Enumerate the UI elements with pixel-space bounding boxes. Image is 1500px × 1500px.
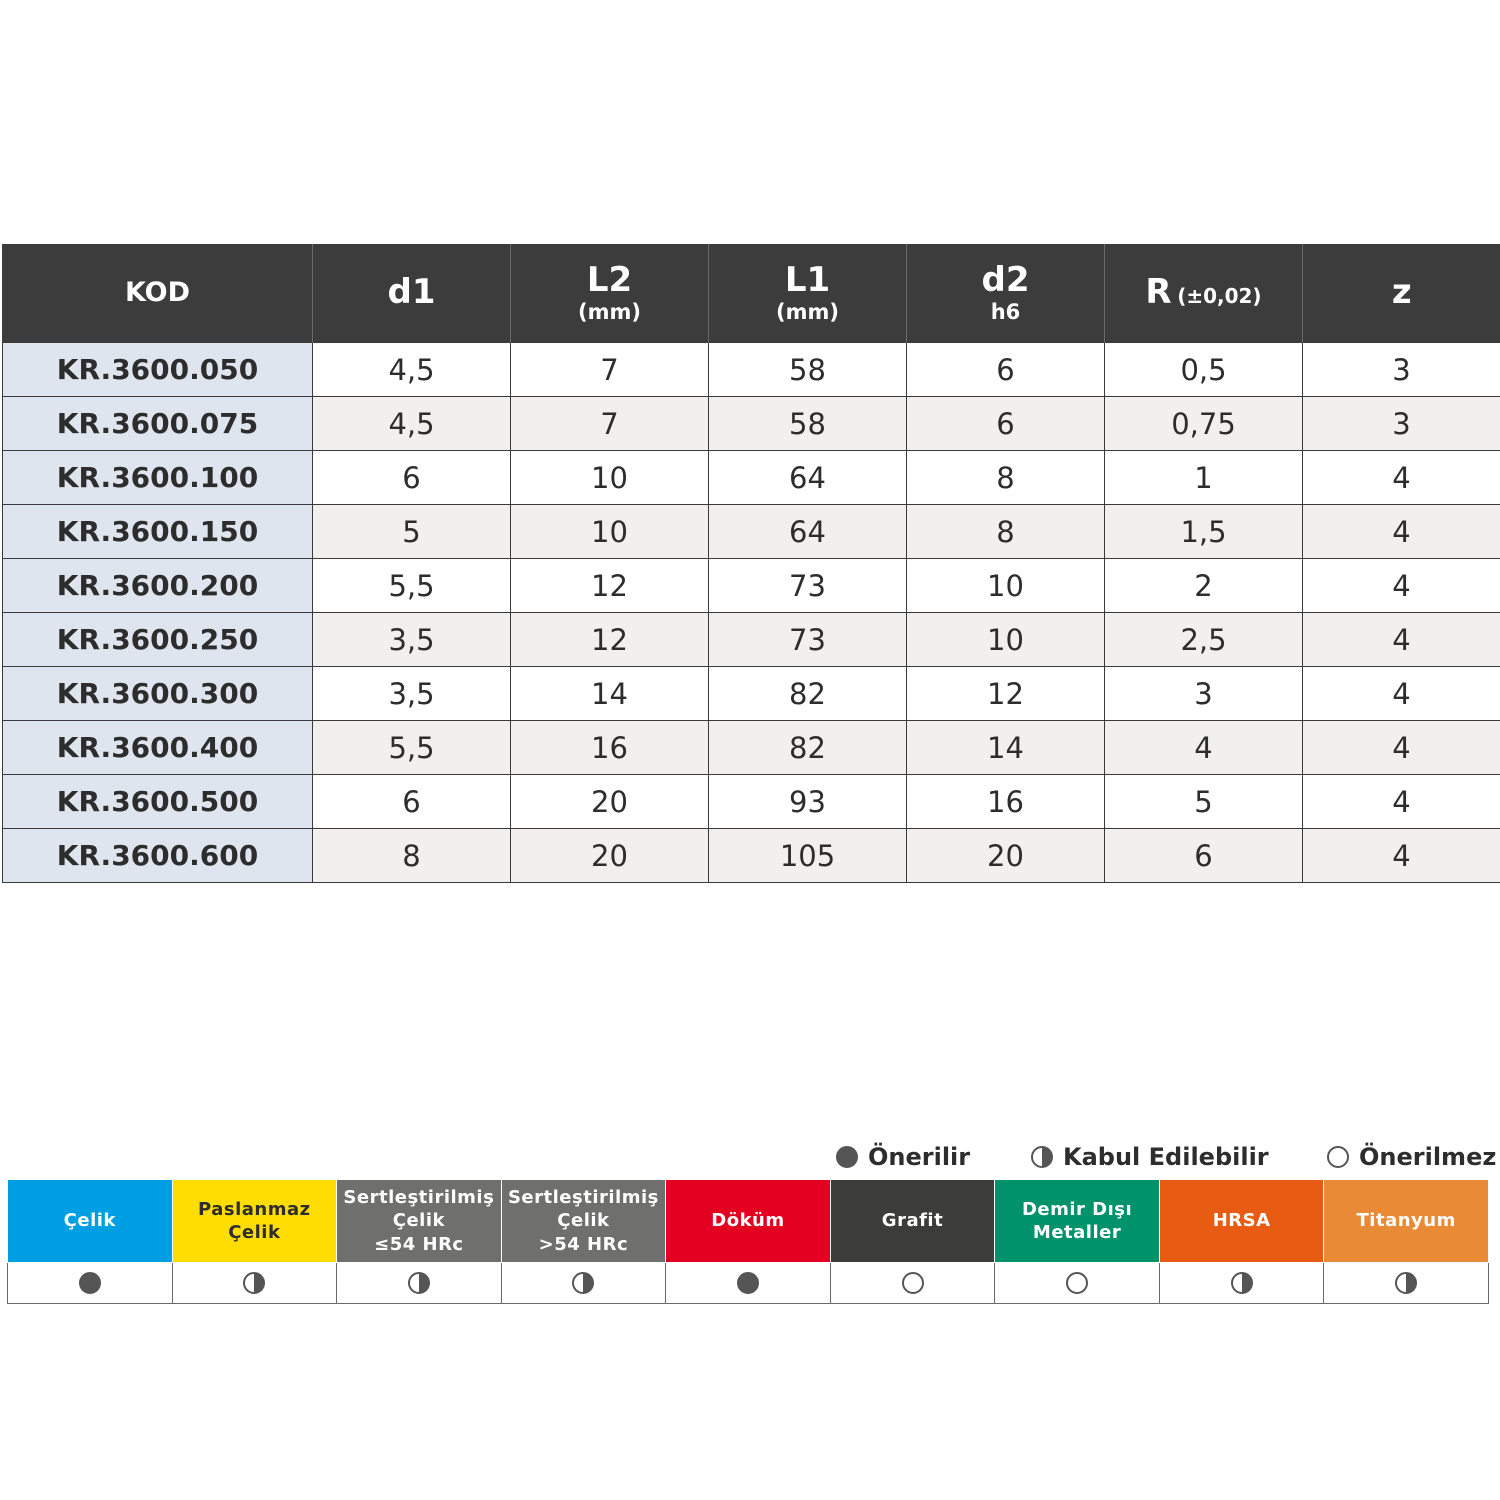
material-rating-cell (1159, 1263, 1324, 1304)
cell-z: 4 (1303, 829, 1500, 883)
cell-r: 6 (1105, 829, 1303, 883)
material-header (8, 1180, 173, 1263)
cell-d2: 6 (907, 343, 1105, 397)
header-d1 (313, 244, 511, 343)
cell-d2: 8 (907, 505, 1105, 559)
cell-kod: KR.3600.300 (3, 667, 313, 721)
material-header (666, 1180, 831, 1263)
material-label: Çelik (63, 1210, 116, 1232)
cell-l1: 73 (709, 559, 907, 613)
filled-circle-icon (737, 1272, 759, 1294)
legend-recommended (836, 1141, 970, 1173)
material-label: Paslanmaz (198, 1198, 311, 1220)
material-header (172, 1180, 337, 1263)
cell-l2: 20 (511, 775, 709, 829)
cell-l1: 58 (709, 343, 907, 397)
cell-l1: 58 (709, 397, 907, 451)
cell-z: 4 (1303, 721, 1500, 775)
half-circle-icon (1231, 1272, 1253, 1294)
cell-d2: 12 (907, 667, 1105, 721)
cell-r: 2 (1105, 559, 1303, 613)
cell-l2: 12 (511, 613, 709, 667)
cell-r: 1,5 (1105, 505, 1303, 559)
cell-kod: KR.3600.075 (3, 397, 313, 451)
cell-z: 4 (1303, 505, 1500, 559)
table-row (3, 559, 1500, 613)
cell-kod: KR.3600.400 (3, 721, 313, 775)
material-label: ≤54 HRc (374, 1233, 464, 1255)
header-r-tolerance: (±0,02) (1177, 284, 1262, 309)
cell-r: 1 (1105, 451, 1303, 505)
material-header (830, 1180, 995, 1263)
header-r-label: R (1145, 272, 1172, 313)
material-label: Titanyum (1356, 1210, 1456, 1232)
material-rating-cell (1324, 1263, 1489, 1304)
cell-d2: 20 (907, 829, 1105, 883)
empty-circle-icon (902, 1272, 924, 1294)
header-kod (3, 244, 313, 343)
cell-r: 4 (1105, 721, 1303, 775)
legend-recommended-label: Önerilir (868, 1143, 971, 1171)
cell-l1: 82 (709, 667, 907, 721)
header-d2-label: d2 (981, 260, 1030, 301)
cell-l2: 14 (511, 667, 709, 721)
cell-d1: 4,5 (313, 343, 511, 397)
cell-l2: 12 (511, 559, 709, 613)
material-label: Demir Dışı (1021, 1198, 1133, 1220)
cell-r: 5 (1105, 775, 1303, 829)
cell-z: 4 (1303, 451, 1500, 505)
cell-l2: 16 (511, 721, 709, 775)
cell-d1: 4,5 (313, 397, 511, 451)
cell-d2: 10 (907, 559, 1105, 613)
cell-l2: 10 (511, 505, 709, 559)
material-rating-cell (8, 1263, 173, 1304)
cell-r: 0,75 (1105, 397, 1303, 451)
material-label: Metaller (1032, 1222, 1122, 1243)
table-row (3, 829, 1500, 883)
header-z-label: z (1391, 272, 1412, 313)
legend-not-recommended (1327, 1141, 1496, 1173)
table-row (3, 451, 1500, 505)
cell-kod: KR.3600.250 (3, 613, 313, 667)
half-circle-icon (572, 1272, 594, 1294)
material-label: Döküm (711, 1210, 785, 1232)
table-row (3, 613, 1500, 667)
cell-r: 2,5 (1105, 613, 1303, 667)
header-r (1105, 244, 1303, 343)
cell-kod: KR.3600.150 (3, 505, 313, 559)
cell-z: 3 (1303, 397, 1500, 451)
cell-d1: 6 (313, 775, 511, 829)
cell-d1: 3,5 (313, 667, 511, 721)
half-circle-icon (1395, 1272, 1417, 1294)
material-header (501, 1180, 666, 1263)
header-l2 (511, 244, 709, 343)
cell-d1: 3,5 (313, 613, 511, 667)
material-label: Grafit (881, 1210, 944, 1232)
cell-d1: 6 (313, 451, 511, 505)
material-rating-cell (501, 1263, 666, 1304)
cell-r: 0,5 (1105, 343, 1303, 397)
material-label: Çelik (557, 1210, 610, 1232)
table-row (3, 343, 1500, 397)
header-d2 (907, 244, 1105, 343)
cell-d1: 5,5 (313, 559, 511, 613)
cell-z: 4 (1303, 667, 1500, 721)
material-header (1159, 1180, 1324, 1263)
legend-acceptable (1031, 1141, 1269, 1173)
material-label: Çelik (228, 1222, 281, 1243)
header-d1-label: d1 (387, 272, 436, 313)
cell-z: 4 (1303, 559, 1500, 613)
cell-d2: 16 (907, 775, 1105, 829)
cell-d2: 6 (907, 397, 1105, 451)
material-header (995, 1180, 1160, 1263)
material-header-row (8, 1180, 1489, 1263)
table-row (3, 775, 1500, 829)
header-l1 (709, 244, 907, 343)
filled-circle-icon (79, 1272, 101, 1294)
table-row (3, 397, 1500, 451)
material-label: Sertleştirilmiş (343, 1186, 495, 1208)
cell-kod: KR.3600.600 (3, 829, 313, 883)
material-label: >54 HRc (538, 1233, 629, 1255)
half-circle-icon (243, 1272, 265, 1294)
material-rating-cell (337, 1263, 502, 1304)
cell-z: 4 (1303, 613, 1500, 667)
cell-l2: 10 (511, 451, 709, 505)
cell-l2: 20 (511, 829, 709, 883)
material-rating-cell (666, 1263, 831, 1304)
half-circle-icon (408, 1272, 430, 1294)
header-l1-unit: (mm) (776, 299, 839, 324)
cell-d2: 8 (907, 451, 1105, 505)
material-label: Çelik (392, 1210, 445, 1232)
cell-kod: KR.3600.200 (3, 559, 313, 613)
header-kod-label: KOD (124, 276, 191, 308)
cell-d1: 5 (313, 505, 511, 559)
cell-l1: 73 (709, 613, 907, 667)
filled-circle-icon (836, 1146, 858, 1168)
cell-l1: 64 (709, 451, 907, 505)
material-header (337, 1180, 502, 1263)
table-row (3, 505, 1500, 559)
spec-table-body (3, 343, 1500, 883)
cell-d2: 14 (907, 721, 1105, 775)
cell-d2: 10 (907, 613, 1105, 667)
cell-r: 3 (1105, 667, 1303, 721)
cell-l1: 93 (709, 775, 907, 829)
material-rating-row (8, 1263, 1489, 1304)
cell-kod: KR.3600.100 (3, 451, 313, 505)
table-row (3, 667, 1500, 721)
header-d2-tolerance: h6 (990, 299, 1021, 324)
cell-l1: 82 (709, 721, 907, 775)
cell-l2: 7 (511, 397, 709, 451)
header-l2-unit: (mm) (578, 299, 641, 324)
header-l2-label: L2 (586, 260, 633, 301)
cell-l1: 105 (709, 829, 907, 883)
cell-l2: 7 (511, 343, 709, 397)
legend-not-recommended-label: Önerilmez (1359, 1143, 1497, 1171)
spec-header-row (3, 244, 1500, 343)
material-label: Sertleştirilmiş (507, 1186, 659, 1208)
spec-table (2, 244, 1500, 883)
material-rating-cell (172, 1263, 337, 1304)
legend-acceptable-label: Kabul Edilebilir (1063, 1143, 1269, 1171)
empty-circle-icon (1327, 1146, 1349, 1168)
cell-kod: KR.3600.500 (3, 775, 313, 829)
table-row (3, 721, 1500, 775)
material-suitability-table (7, 1179, 1489, 1304)
cell-z: 3 (1303, 343, 1500, 397)
material-label: HRSA (1212, 1210, 1271, 1232)
material-header (1324, 1180, 1489, 1263)
cell-d1: 8 (313, 829, 511, 883)
header-z (1303, 244, 1500, 343)
cell-l1: 64 (709, 505, 907, 559)
header-l1-label: L1 (784, 260, 831, 301)
empty-circle-icon (1066, 1272, 1088, 1294)
cell-kod: KR.3600.050 (3, 343, 313, 397)
cell-z: 4 (1303, 775, 1500, 829)
cell-d1: 5,5 (313, 721, 511, 775)
material-rating-cell (995, 1263, 1160, 1304)
half-circle-icon (1031, 1146, 1053, 1168)
material-rating-cell (830, 1263, 995, 1304)
